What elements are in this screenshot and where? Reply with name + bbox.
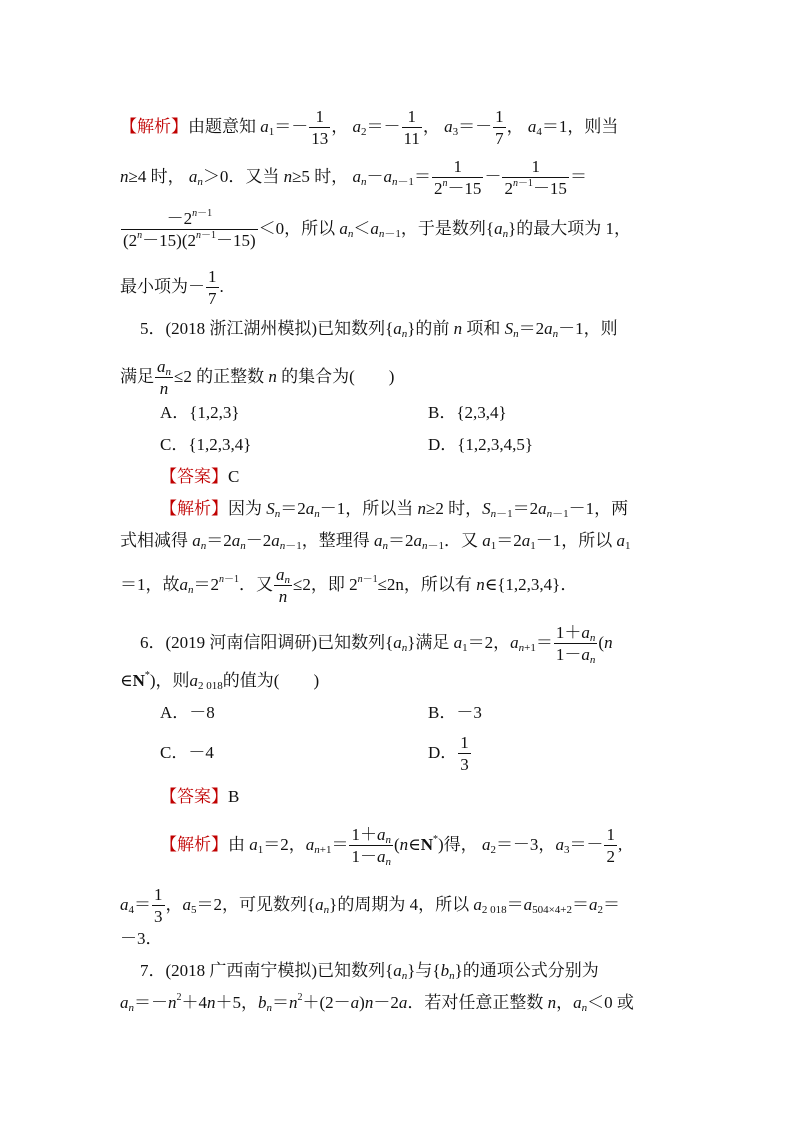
analysis-line-4: 最小项为－ $\frac{1}{7}$ . — [120, 267, 224, 308]
q6-stem-line-1: 6．(2019 河南信阳调研)已知数列$\{a_n\}$满足 $a_1=2$，$a_{n+1}=$ $\frac{1+a_n}{1-a_n}$ (n — [140, 623, 613, 666]
q5-solution-line-3: ＝1，故$a_n=2^{n-1}$．又 $\frac{a_n}{n}$ ≤2，即 $2^{n-1}\le 2n$，所以有 n∈{1,2,3,4}． — [120, 565, 578, 606]
analysis-line-1: 【解析】由题意知 $a_1=-$ $\frac{1}{13}$ ， $a_2=-$ $\frac{1}{11}$ ， $a_3=-$ $\frac{1}{7}$ ， $a_4=1$，则当 — [120, 107, 619, 148]
q5-answer: 【答案】C — [160, 467, 240, 486]
q6-solution-line-3: －3． — [120, 929, 163, 948]
q5-option-b: B．{2,3,4} — [428, 403, 507, 422]
analysis-line-3: $\frac{-2^{n-1}}{(2^n-15)(2^{n-1}-15)}$ ＜0，所以 $a_n<a_{n-1}$，于是数列$\{a_n\}$的最大项为 1， — [123, 208, 632, 250]
analysis-label: 【解析】 — [120, 116, 188, 136]
q5-solution-line-2: 式相减得 $a_n=2a_n-2a_{n-1}$，整理得 $a_n=2a_{n-1}$．又 $a_1=2a_1-1$，所以 $a_1$ — [120, 531, 631, 552]
q6-option-d: D． $\frac{1}{3}$ — [428, 733, 469, 774]
q5-stem-line-2: 满足 $\frac{a_n}{n}$ ≤2 的正整数 n 的集合为( ) — [120, 357, 395, 398]
q5-option-c: C．{1,2,3,4} — [160, 435, 252, 454]
q6-answer: 【答案】B — [160, 787, 240, 806]
q6-solution-line-2: $a_4=$ $\frac{1}{3}$ ，$a_5=2$，可见数列$\{a_n\}$的周期为 4，所以 $a_{2 018}=a_{504\times 4+2}=a_2=$ — [120, 885, 621, 926]
q5-stem-line-1: 5．(2018 浙江湖州模拟)已知数列$\{a_n\}$的前 n 项和 $S_n=2a_n-1$，则 — [140, 319, 618, 340]
q5-option-a: A．{1,2,3} — [160, 403, 240, 422]
q5-solution-line-1: 【解析】因为 $S_n=2a_n-1$，所以当 n≥2 时，$S_{n-1}=2a_{n-1}-1$，两 — [160, 499, 629, 520]
q7-stem-line-2: $a_n=-n^2+4n+5$，$b_n=n^2+(2-a)n-2a$．若对任意正整数 n，$a_n<0$ 或 — [120, 992, 634, 1014]
analysis-line-2: n≥4 时， $a_n>0$．又当 n≥5 时， $a_n-a_{n-1}=$ $\frac{1}{2^n-15}$ － $\frac{1}{2^{n-1}-15}$ ＝ — [120, 157, 587, 198]
q5-option-d: D．{1,2,3,4,5} — [428, 435, 534, 454]
q6-option-c: C．－4 — [160, 743, 214, 762]
q6-solution-line-1: 【解析】由 $a_1=2$，$a_{n+1}=$ $\frac{1+a_n}{1-a_n}$ (n∈N*)得， $a_2=-3$，$a_3=-$ $\frac{1}{2}$ , — [160, 825, 623, 868]
q6-option-b: B．－3 — [428, 703, 482, 722]
q7-stem-line-1: 7．(2018 广西南宁模拟)已知数列$\{a_n\}$与$\{b_n\}$的通项公式分别为 — [140, 961, 599, 982]
q6-stem-line-2: ∈N*)，则$a_{2 018}$的值为( ) — [120, 670, 320, 692]
answer-label: 【答案】 — [160, 467, 228, 486]
q6-option-a: A．－8 — [160, 703, 215, 722]
